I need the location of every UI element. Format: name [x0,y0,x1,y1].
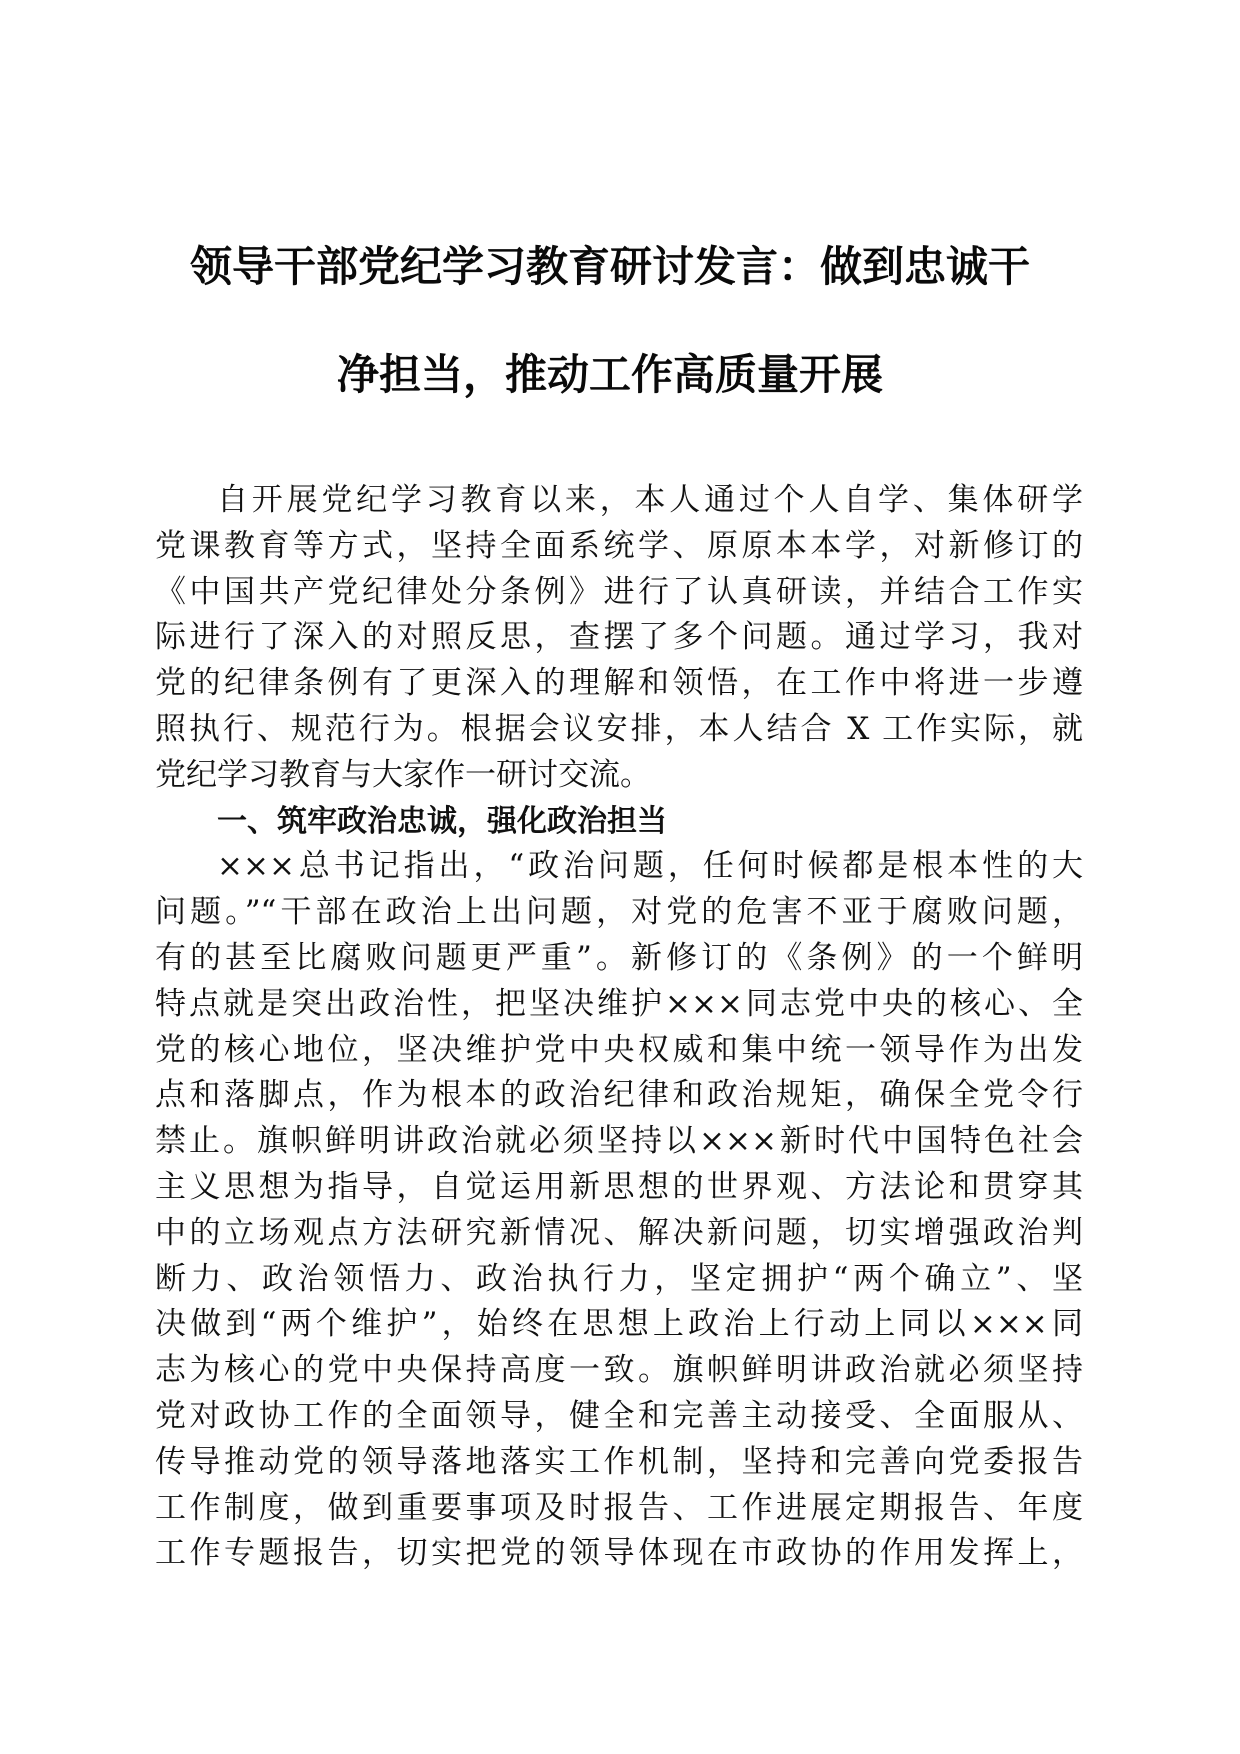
body-line: 问题。”“干部在政治上出问题，对党的危害不亚于腐败问题， [155,894,1083,931]
document-title-line-2: 净担当，推动工作高质量开展 [336,350,883,399]
body-line: 党纪学习教育与大家作一研讨交流。 [155,756,651,793]
body-line: 工作制度，做到重要事项及时报告、工作进展定期报告、年度 [155,1489,1083,1526]
section-heading: 一、筑牢政治忠诚，强化政治担当 [217,803,667,839]
body-line: 禁止。旗帜鲜明讲政治就必须坚持以×××新时代中国特色社会 [155,1123,1083,1160]
body-line: 际进行了深入的对照反思，查摆了多个问题。通过学习，我对 [155,619,1083,656]
body-line: 主义思想为指导，自觉运用新思想的世界观、方法论和贯穿其 [155,1168,1083,1205]
body-line: 特点就是突出政治性，把坚决维护×××同志党中央的核心、全 [155,985,1083,1022]
body-line: 自开展党纪学习教育以来，本人通过个人自学、集体研学 [217,482,1083,518]
body-line: 志为核心的党中央保持高度一致。旗帜鲜明讲政治就必须坚持 [155,1352,1083,1389]
body-line: 中的立场观点方法研究新情况、解决新问题，切实增强政治判 [155,1214,1083,1251]
body-line: 《中国共产党纪律处分条例》进行了认真研读，并结合工作实 [155,573,1083,610]
body-line: 党的纪律条例有了更深入的理解和领悟，在工作中将进一步遵 [155,665,1083,702]
document-title-line-1: 领导干部党纪学习教育研讨发言：做到忠诚干 [189,242,1030,291]
body-line: 照执行、规范行为。根据会议安排，本人结合 X 工作实际，就 [155,710,1083,747]
body-line: 有的甚至比腐败问题更严重”。新修订的《条例》的一个鲜明 [155,939,1083,976]
body-line: ×××总书记指出，“政治问题，任何时候都是根本性的大 [217,848,1083,885]
document-body [155,478,1083,1577]
body-line: 党对政协工作的全面领导，健全和完善主动接受、全面服从、 [155,1397,1083,1434]
body-line: 点和落脚点，作为根本的政治纪律和政治规矩，确保全党令行 [155,1077,1083,1114]
body-line: 工作专题报告，切实把党的领导体现在市政协的作用发挥上， [155,1535,1083,1572]
body-line: 传导推动党的领导落地落实工作机制，坚持和完善向党委报告 [155,1443,1083,1480]
body-line: 决做到“两个维护”，始终在思想上政治上行动上同以×××同 [155,1306,1083,1343]
body-line: 党的核心地位，坚决维护党中央权威和集中统一领导作为出发 [155,1031,1083,1068]
body-line: 断力、政治领悟力、政治执行力，坚定拥护“两个确立”、坚 [155,1260,1083,1297]
body-line: 党课教育等方式，坚持全面系统学、原原本本学，对新修订的 [155,527,1083,564]
